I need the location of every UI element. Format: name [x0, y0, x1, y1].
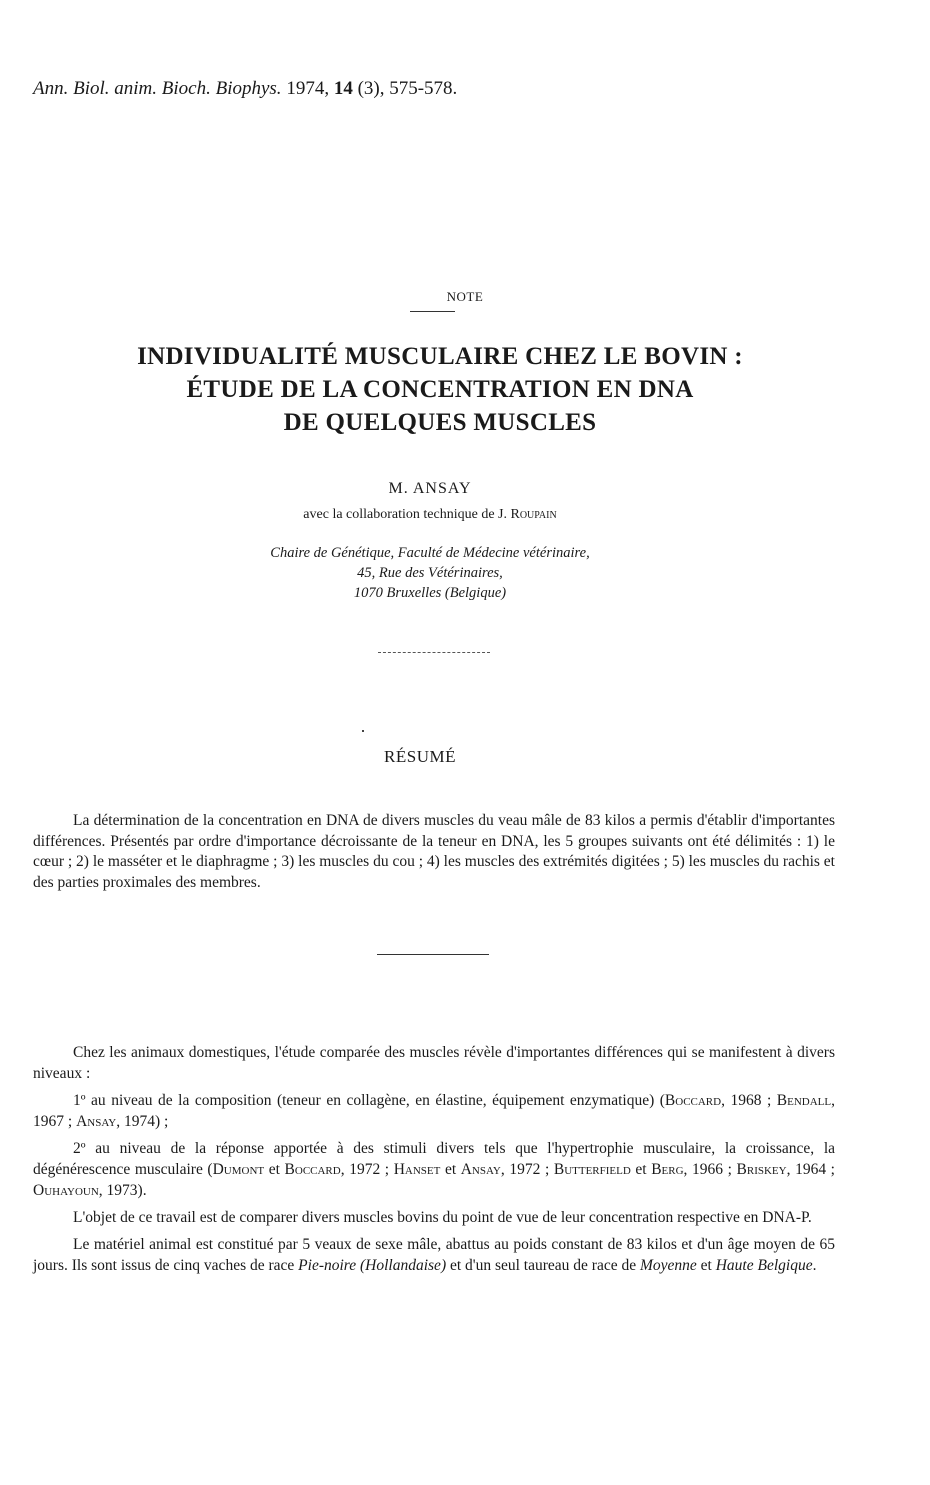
journal-year: 1974, — [286, 78, 330, 99]
citation-name: Boccard — [664, 1092, 722, 1109]
citation-year: , 1972 ; — [500, 1161, 554, 1178]
affiliation-line: 1070 Bruxelles (Belgique) — [353, 585, 507, 601]
citation-year: , 1964 ; — [786, 1161, 835, 1178]
collaboration-line — [0, 507, 860, 523]
breed-name: Moyenne — [639, 1257, 697, 1274]
paragraph-item-2 — [33, 1138, 835, 1201]
material-text: Le matériel animal est constitué par 5 veaux de sexe mâle, abattus au poids constant de 83 kilos et d'un âge moyen de 65 jours. Ils sont issus de cinq vaches de race — [33, 1236, 835, 1274]
affiliation-line: Chaire de Génétique, Faculté de Médecine vétérinaire, — [270, 545, 590, 561]
affiliation — [0, 543, 860, 603]
collaborator-name: Roupain — [510, 507, 557, 522]
collaboration-prefix: avec la collaboration technique de J. — [303, 507, 507, 522]
citation-year: , 1973). — [98, 1182, 147, 1199]
item-1-text: 1º au niveau de la composition (teneur en collagène, en élastine, équipement enzymatique) ( — [73, 1092, 665, 1109]
citation-name: Dumont — [212, 1161, 265, 1178]
citation-year: , 1966 ; — [683, 1161, 737, 1178]
citation-year: , 1972 ; — [340, 1161, 394, 1178]
paragraph-item-1 — [33, 1090, 835, 1132]
paper-title — [0, 340, 880, 439]
note-underline — [410, 311, 455, 312]
citation-name: Briskey — [736, 1161, 787, 1178]
citation-year: et — [264, 1161, 285, 1178]
material-text: . — [812, 1257, 817, 1274]
citation-name: Berg — [651, 1161, 684, 1178]
title-line: INDIVIDUALITÉ MUSCULAIRE CHEZ LE BOVIN : — [137, 343, 743, 370]
title-line: DE QUELQUES MUSCLES — [283, 409, 597, 436]
paragraph-objective: L'objet de ce travail est de comparer divers muscles bovins du point de vue de leur concentration respective en DNA-P. — [73, 1209, 812, 1226]
material-text: et — [696, 1257, 716, 1274]
paragraph-material — [33, 1234, 835, 1276]
speck — [362, 730, 364, 732]
journal-volume: 14 — [333, 78, 353, 99]
author: M. ANSAY — [388, 480, 472, 497]
breed-name: Pie-noire (Hollandaise) — [298, 1257, 447, 1274]
citation-year: , 1974) ; — [116, 1113, 169, 1130]
item-2-text: 2º au niveau de la réponse apportée à des stimuli divers tels que l'hypertrophie musculaire, la croissance, la dégénérescence musculaire ( — [33, 1140, 835, 1178]
citation-year: , 1967 ; — [33, 1092, 835, 1130]
citation-name: Butterfield — [553, 1161, 631, 1178]
citation-name: Hanset — [393, 1161, 441, 1178]
journal-issue-pages: (3), 575-578. — [357, 78, 458, 99]
resume-text: La détermination de la concentration en DNA de divers muscles du veau mâle de 83 kilos a permis d'établir d'importantes différences. Présentés par ordre d'importance décroissante de la teneur en DNA, les 5 groupes suivants ont été délimités : 1) le cœur ; 2) le masséter et le diaphragme ; 3) les muscles du cou ; 4) les muscles des extrémités digitées ; 5) les muscles du rachis et des parties proximales des membres. — [33, 812, 835, 891]
material-text: et d'un seul taureau de race de — [446, 1257, 640, 1274]
note-label: NOTE — [446, 289, 484, 304]
resume-heading: RÉSUMÉ — [384, 747, 456, 766]
citation-year: , 1968 ; — [721, 1092, 777, 1109]
title-line: ÉTUDE DE LA CONCENTRATION EN DNA — [186, 376, 694, 403]
journal-name: Ann. Biol. anim. Bioch. Biophys. — [33, 78, 282, 99]
citation-year: et — [440, 1161, 461, 1178]
citation-year: et — [630, 1161, 652, 1178]
section-divider — [377, 954, 489, 955]
citation-name: Ouhayoun — [33, 1182, 99, 1199]
citation-name: Ansay — [460, 1161, 501, 1178]
breed-name: Haute Belgique — [715, 1257, 813, 1274]
dashed-divider — [378, 652, 490, 654]
journal-citation — [33, 78, 457, 100]
paragraph-intro: Chez les animaux domestiques, l'étude comparée des muscles révèle d'importantes différences qui se manifestent à divers niveaux : — [33, 1044, 835, 1082]
citation-name: Boccard — [284, 1161, 341, 1178]
affiliation-line: 45, Rue des Vétérinaires, — [357, 565, 503, 581]
citation-name: Bendall — [776, 1092, 832, 1109]
citation-name: Ansay — [76, 1113, 117, 1130]
body-text — [33, 1042, 835, 1282]
